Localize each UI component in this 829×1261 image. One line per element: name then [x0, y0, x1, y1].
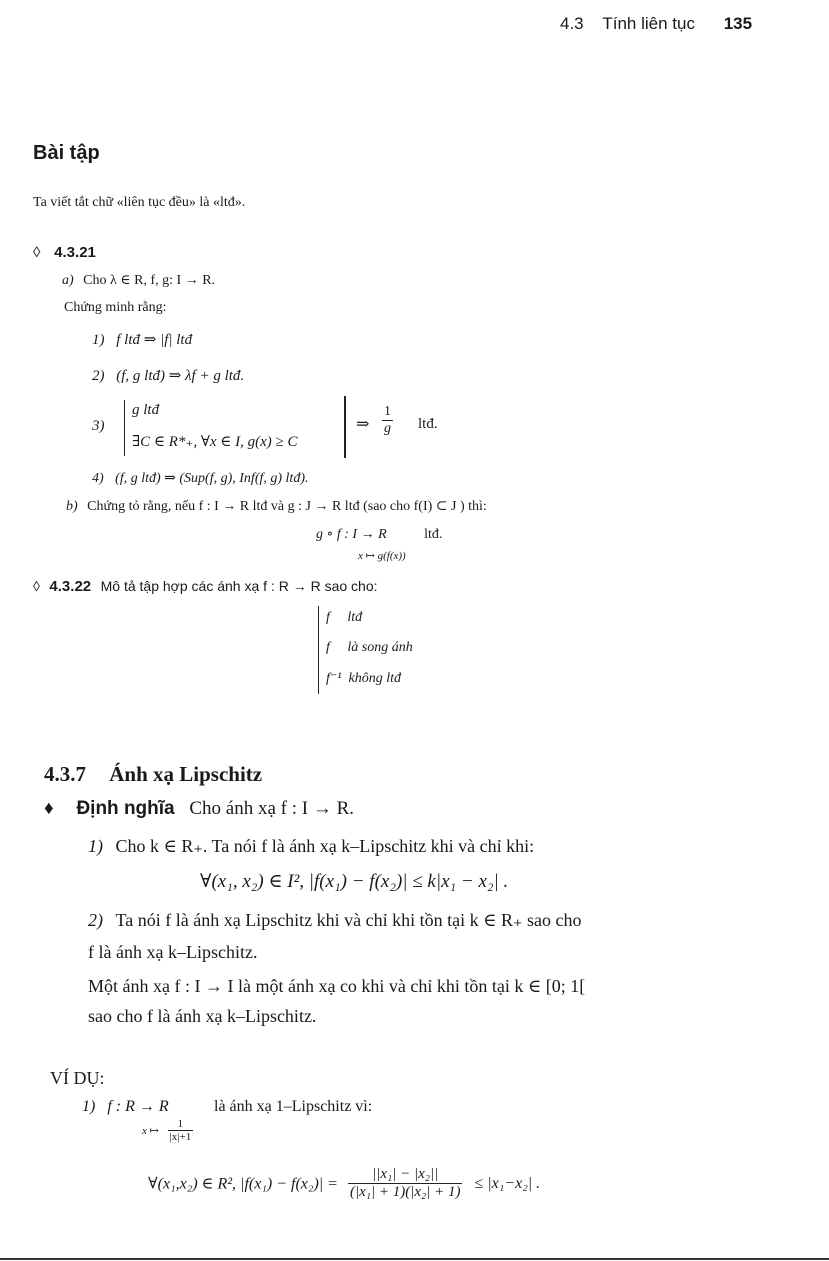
exercise-number: 4.3.22 — [49, 578, 92, 595]
definition-item-2 — [88, 910, 581, 931]
running-header — [560, 14, 752, 34]
example-label: VÍ DỤ: — [50, 1068, 105, 1088]
example-formula-left: ∀(x₁,x₂) ∈ R², |f(x₁) − f(x₂)| = — [148, 1175, 338, 1193]
item-text: f ltđ ⇒ |f| ltđ — [116, 332, 193, 348]
item-4 — [92, 470, 308, 487]
composition-formula — [316, 526, 442, 543]
item-3-line-1: g ltđ — [132, 402, 160, 418]
item-text: Cho k ∈ R₊. Ta nói f là ánh xạ k–Lipschitz khi và chỉ khi: — [115, 836, 535, 856]
item-2 — [92, 366, 244, 385]
lipschitz-formula: ∀(x₁, x₂) ∈ I², |f(x₁) − f(x₂)| ≤ k|x₁ − x₂| . — [200, 871, 509, 892]
exercise-4-3-22 — [33, 578, 378, 596]
section-title: Ánh xạ Lipschitz — [109, 762, 263, 786]
definition-item-2-cont: f là ánh xạ k–Lipschitz. — [88, 942, 258, 962]
item-1 — [92, 330, 192, 349]
exercise-4-3-21-header — [33, 244, 96, 262]
contraction-line-1: Một ánh xạ f : I → I là một ánh xạ co khi và chỉ khi tồn tại k ∈ [0; 1[ — [88, 976, 586, 996]
abbrev-note: Ta viết tắt chữ «liên tục đều» là «ltđ». — [33, 195, 246, 210]
item-number: 1) — [82, 1098, 96, 1115]
condition-3: f⁻¹ không ltđ — [326, 671, 401, 686]
fraction-numerator: 1 — [168, 1118, 194, 1131]
prove-text: Chứng minh rằng: — [64, 300, 167, 315]
part-a-text: Cho λ ∈ R, f, g: I → R. — [83, 273, 216, 288]
definition-label: Định nghĩa — [76, 798, 175, 819]
example-text: là ánh xạ 1–Lipschitz vì: — [214, 1098, 373, 1115]
example-rule — [142, 1118, 193, 1143]
part-a-intro — [62, 272, 215, 289]
example-formula-right: ≤ |x₁−x₂| . — [474, 1174, 541, 1192]
example-formula — [148, 1166, 540, 1201]
exercise-number: 4.3.21 — [54, 244, 96, 261]
fraction-denominator: g — [384, 421, 391, 436]
item-3-right-bar — [344, 396, 346, 458]
header-title: Tính liên tục — [602, 14, 695, 33]
item-3-tail: ltđ. — [418, 416, 438, 432]
definition-line — [44, 798, 354, 820]
composition-tail: ltđ. — [424, 527, 443, 542]
item-text: (f, g ltđ) ⇒ (Sup(f, g), Inf(f, g) ltđ). — [115, 471, 309, 486]
composition: g ∘ f : I → R — [316, 527, 387, 542]
item-3-number: 3) — [92, 418, 105, 434]
diamond-icon: ◊ — [33, 245, 41, 261]
item-3-line-2: ∃C ∈ R*₊, ∀x ∈ I, g(x) ≥ C — [132, 434, 298, 450]
item-number: 1) — [92, 332, 105, 348]
contraction-line-2: sao cho f là ánh xạ k–Lipschitz. — [88, 1006, 317, 1026]
section-heading — [44, 762, 262, 787]
part-a-label: a) — [62, 273, 74, 288]
item-3-fraction — [382, 404, 393, 437]
section-number: 4.3.7 — [44, 762, 86, 786]
item-number: 2) — [92, 368, 105, 384]
fraction-denominator: |x|+1 — [169, 1131, 192, 1143]
fraction-numerator: 1 — [384, 404, 391, 419]
example-1 — [82, 1098, 169, 1116]
fraction-numerator: ||x₁| − |x₂|| — [348, 1166, 462, 1184]
header-page-number: 135 — [723, 14, 753, 33]
definition-intro: Cho ánh xạ f : I → R. — [189, 798, 355, 819]
conditions-brace — [318, 606, 325, 694]
bullet-icon: ♦ — [44, 798, 54, 819]
header-section: 4.3 — [560, 14, 584, 33]
item-3-implies: ⇒ — [356, 416, 370, 433]
item-number: 4) — [92, 471, 104, 486]
part-b — [66, 498, 487, 515]
item-text: (f, g ltđ) ⇒ λf + g ltđ. — [116, 368, 245, 384]
condition-2: f là song ánh — [326, 640, 413, 655]
item-text: Ta nói f là ánh xạ Lipschitz khi và chỉ khi tồn tại k ∈ R₊ sao cho — [115, 910, 582, 930]
composition-map: x ↦ g(f(x)) — [358, 550, 406, 562]
example-map: f : R → R — [107, 1098, 169, 1115]
page-bottom-rule — [0, 1258, 829, 1260]
part-b-label: b) — [66, 499, 78, 514]
exercises-heading: Bài tập — [33, 142, 100, 164]
example-rule-left: x ↦ — [142, 1125, 159, 1137]
item-3-brace — [124, 400, 131, 456]
item-number: 1) — [88, 836, 103, 856]
condition-1: f ltđ — [326, 610, 363, 625]
definition-item-1 — [88, 836, 534, 857]
item-number: 2) — [88, 910, 103, 930]
fraction-denominator: (|x₁| + 1)(|x₂| + 1) — [349, 1184, 461, 1200]
part-b-text: Chứng tỏ rằng, nếu f : I → R ltđ và g : J → R ltđ (sao cho f(I) ⊂ J ) thì: — [87, 499, 487, 514]
exercise-text: Mô tả tập hợp các ánh xạ f : R → R sao cho: — [100, 578, 378, 594]
diamond-icon: ◊ — [33, 580, 40, 595]
